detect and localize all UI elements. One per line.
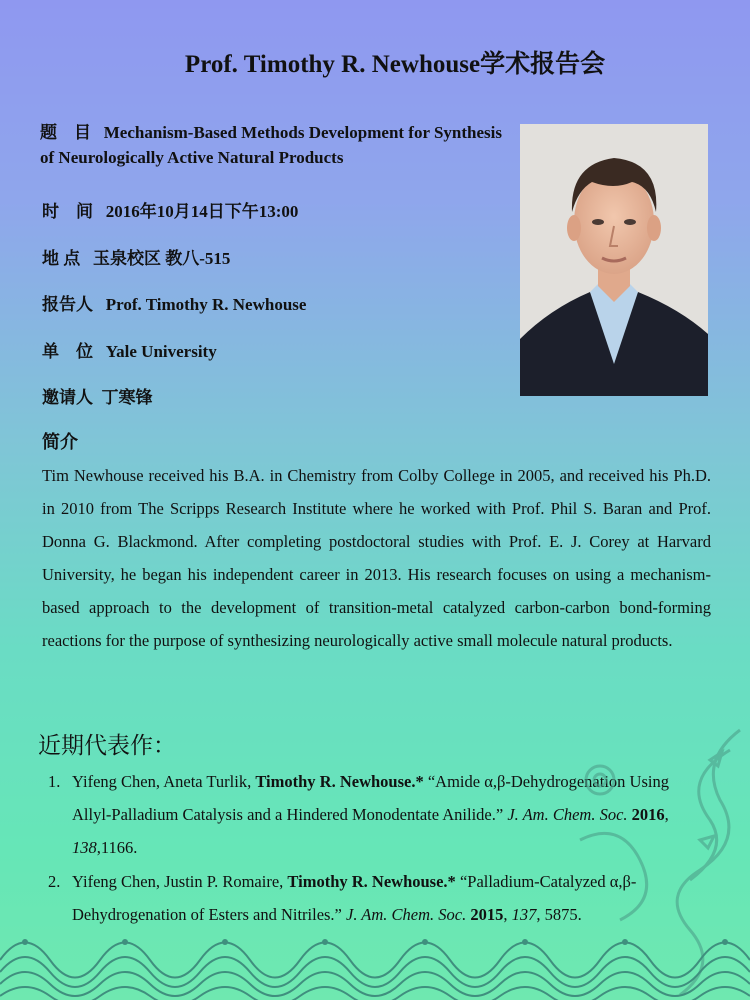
info-host bbox=[42, 383, 153, 408]
publication-pages: ,1166. bbox=[96, 838, 138, 857]
unit-label: 单 位 bbox=[42, 342, 93, 361]
info-unit bbox=[42, 337, 217, 362]
publication-authors: Yifeng Chen, Aneta Turlik, bbox=[72, 772, 256, 791]
host-value: 丁寒锋 bbox=[101, 388, 153, 407]
speaker-label: 报告人 bbox=[42, 295, 93, 314]
publication-item: 2. Yifeng Chen, Justin P. Romaire, Timothy R. Newhouse.* “Palladium-Catalyzed α,β-Dehydrogenation of Esters and Nitriles.” J. Am. Chem. Soc. 2015, 137, 5875. bbox=[44, 865, 709, 931]
topic-label: 题 目 bbox=[40, 123, 91, 142]
info-topic bbox=[40, 120, 510, 170]
info-speaker bbox=[42, 290, 306, 315]
waves-decoration bbox=[0, 920, 750, 1000]
publication-year: 2016 bbox=[631, 805, 665, 824]
publications-heading: 近期代表作： bbox=[38, 733, 176, 759]
intro-heading: 简介 bbox=[42, 432, 78, 452]
poster-title: Prof. Timothy R. Newhouse学术报告会 bbox=[184, 51, 606, 78]
place-label: 地 点 bbox=[42, 249, 81, 268]
intro-paragraph: Tim Newhouse received his B.A. in Chemistry from Colby College in 2005, and received his Ph.D. in 2010 from The Scripps Research Institute where he worked with Prof. Phil S. Baran and Prof. Donna G. Blackmond. After completing postdoctoral studies with Prof. E. J. Corey at Harvard University, he began his independent career in 2013. His research focuses on using a mechanism-based approach to the development of transition-metal catalyzed carbon-carbon bond-forming reactions for the purpose of synthesizing neurologically active small molecule natural products. bbox=[42, 466, 711, 650]
publication-authors: Yifeng Chen, Justin P. Romaire, bbox=[72, 872, 288, 891]
unit-value: Yale University bbox=[105, 342, 217, 361]
publication-highlight-author: Timothy R. Newhouse.* bbox=[287, 872, 456, 891]
publication-number: 1. bbox=[48, 772, 61, 791]
publication-number: 2. bbox=[48, 872, 61, 891]
publication-journal: J. Am. Chem. Soc. bbox=[346, 905, 467, 924]
place-value: 玉泉校区 教八-515 bbox=[93, 249, 231, 268]
publication-volume: 138 bbox=[72, 838, 97, 857]
time-value: 2016年10月14日下午13:00 bbox=[105, 202, 299, 221]
info-time bbox=[42, 197, 298, 222]
publication-title: “Amide α,β-Dehydrogenation Using Allyl-Palladium Catalysis and a Hindered Monodentate Anilide.” bbox=[72, 772, 669, 824]
portrait-illustration bbox=[520, 124, 708, 396]
publication-journal: J. Am. Chem. Soc. bbox=[507, 805, 628, 824]
info-place bbox=[42, 244, 230, 269]
publication-item: 1. Yifeng Chen, Aneta Turlik, Timothy R. Newhouse.* “Amide α,β-Dehydrogenation Using Allyl-Palladium Catalysis and a Hindered Monodentate Anilide.” J. Am. Chem. Soc. 2016, 138,1166. bbox=[44, 765, 709, 864]
publication-title: “Palladium-Catalyzed α,β-Dehydrogenation of Esters and Nitriles.” bbox=[72, 872, 637, 924]
speaker-value: Prof. Timothy R. Newhouse bbox=[105, 295, 307, 314]
publication-highlight-author: Timothy R. Newhouse.* bbox=[255, 772, 424, 791]
time-label: 时 间 bbox=[42, 202, 93, 221]
host-label: 邀请人 bbox=[42, 388, 93, 407]
publication-pages: , 5875. bbox=[536, 905, 582, 924]
publication-volume: 137 bbox=[511, 905, 537, 924]
topic-value: Mechanism-Based Methods Development for Synthesis of Neurologically Active Natural Products bbox=[40, 123, 502, 167]
publication-year: 2015 bbox=[470, 905, 504, 924]
speaker-portrait bbox=[520, 124, 708, 396]
